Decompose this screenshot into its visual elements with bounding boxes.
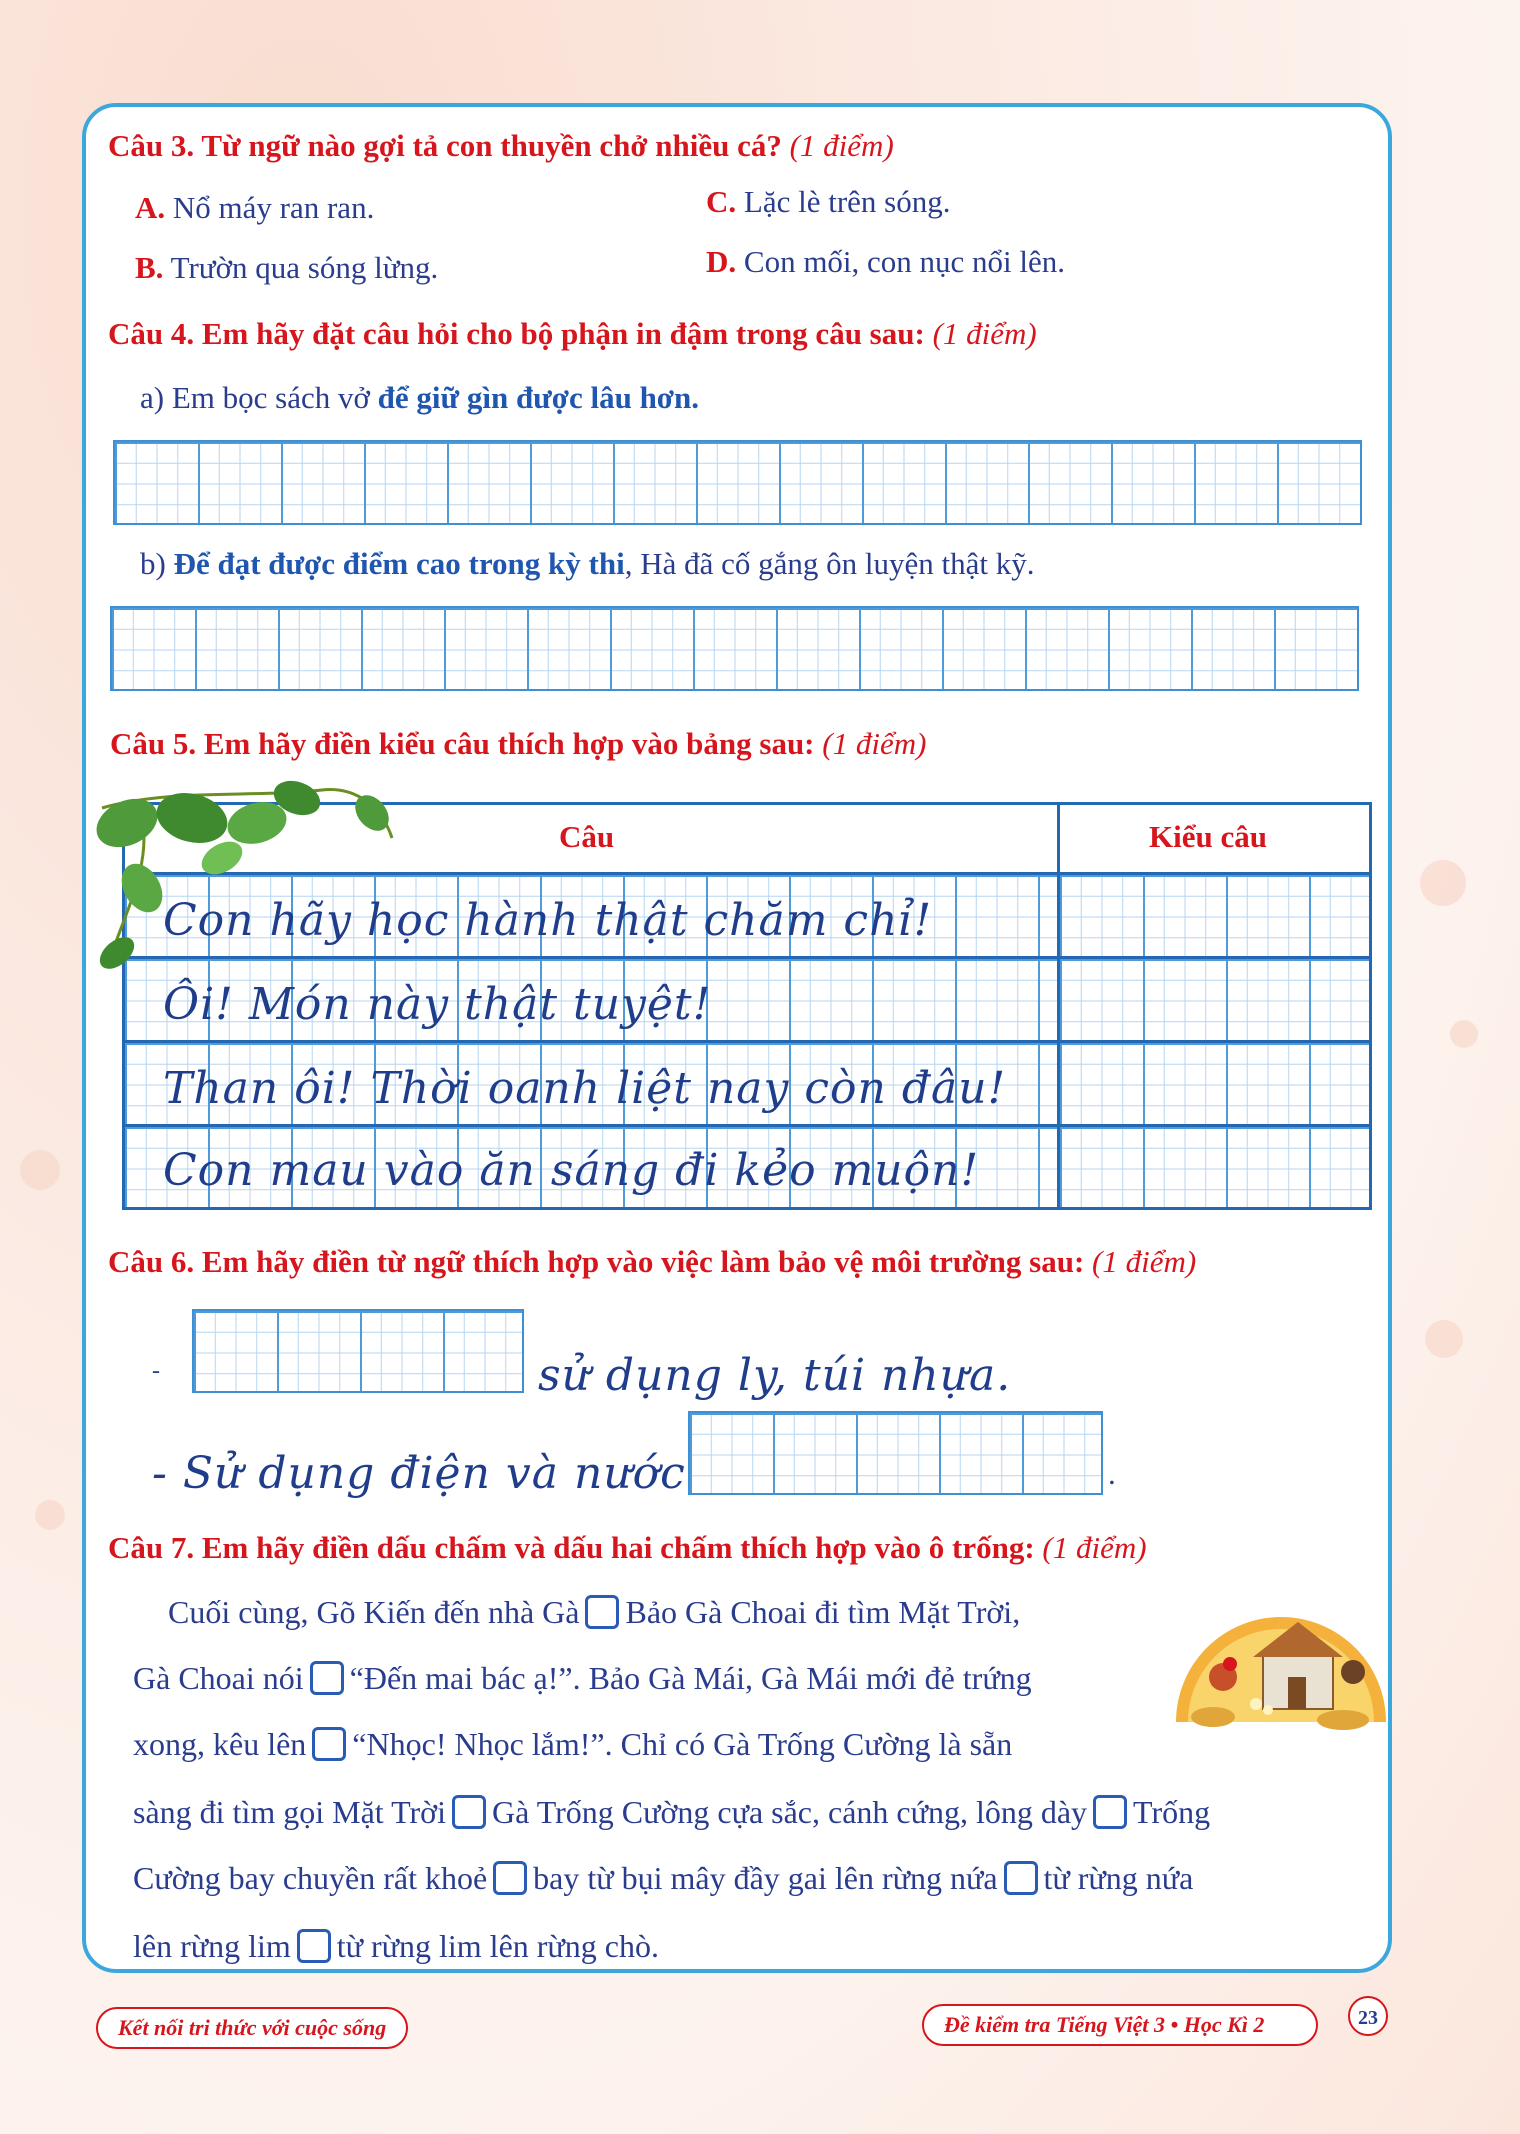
type-answer-cell[interactable] (1060, 875, 1369, 956)
question-7-title: Câu 7. Em hãy điền dấu chấm và dấu hai chấm thích hợp vào ô trống: (1 điểm) (108, 1530, 1147, 1565)
handwritten-text-6b: - Sử dụng điện và nước (152, 1448, 686, 1499)
page-number: 23 (1348, 1996, 1388, 2036)
paragraph-line: Cuối cùng, Gõ Kiến đến nhà Gà Bảo Gà Choai đi tìm Mặt Trời, (168, 1594, 1021, 1630)
footer-series-label: Kết nối tri thức với cuộc sống (96, 2007, 408, 2049)
punctuation-box[interactable] (297, 1929, 331, 1963)
question-5-title: Câu 5. Em hãy điền kiểu câu thích hợp vào bảng sau: (1 điểm) (110, 726, 927, 761)
handwritten-sentence: Con hãy học hành thật chăm chỉ! (163, 895, 933, 946)
punctuation-box[interactable] (1093, 1795, 1127, 1829)
punctuation-box[interactable] (310, 1661, 344, 1695)
answer-grid-6a[interactable] (192, 1309, 524, 1393)
question-3-title: Câu 3. Từ ngữ nào gợi tả con thuyền chở nhiều cá? (1 điểm) (108, 128, 894, 163)
question-4-title: Câu 4. Em hãy đặt câu hỏi cho bộ phận in đậm trong câu sau: (1 điểm) (108, 316, 1037, 351)
option-b: B. Trườn qua sóng lừng. (135, 250, 439, 285)
background-blot (35, 1500, 65, 1530)
option-c: C. Lặc lè trên sóng. (706, 184, 951, 219)
question-6-dash: - (152, 1358, 160, 1384)
leaves-illustration (82, 778, 412, 988)
question-4a: a) Em bọc sách vở để giữ gìn được lâu hơn. (140, 380, 699, 415)
paragraph-line: Gà Choai nói “Đến mai bác ạ!”. Bảo Gà Mái, Gà Mái mới đẻ trứng (133, 1660, 1032, 1696)
handwritten-sentence: Ôi! Món này thật tuyệt! (163, 979, 712, 1030)
footer-book-title: Đề kiểm tra Tiếng Việt 3 • Học Kì 2 (922, 2004, 1318, 2046)
header-sentence-type: Kiểu câu (1149, 819, 1267, 854)
option-d: D. Con mối, con nục nổi lên. (706, 244, 1066, 279)
answer-grid-4b[interactable] (110, 606, 1359, 691)
answer-grid-4a[interactable] (113, 440, 1362, 525)
background-blot (1425, 1320, 1463, 1358)
question-6-title: Câu 6. Em hãy điền từ ngữ thích hợp vào việc làm bảo vệ môi trường sau: (1 điểm) (108, 1244, 1197, 1279)
table-row (125, 1043, 1369, 1127)
background-blot (1450, 1020, 1478, 1048)
type-answer-cell[interactable] (1060, 1043, 1369, 1124)
table-row (125, 1127, 1369, 1207)
punctuation-box[interactable] (312, 1727, 346, 1761)
handwritten-sentence: Con mau vào ăn sáng đi kẻo muộn! (163, 1145, 980, 1196)
background-blot (1420, 860, 1466, 906)
handwritten-text-6a: sử dụng ly, túi nhựa. (538, 1350, 1012, 1401)
farm-illustration (1168, 1592, 1394, 1742)
type-answer-cell[interactable] (1060, 959, 1369, 1040)
question-4b: b) Để đạt được điểm cao trong kỳ thi, Hà đã cố gắng ôn luyện thật kỹ. (140, 546, 1035, 581)
type-answer-cell[interactable] (1060, 1127, 1369, 1207)
punctuation-box[interactable] (452, 1795, 486, 1829)
header-sentence: Câu (559, 819, 615, 854)
punctuation-box[interactable] (493, 1861, 527, 1895)
paragraph-line: sàng đi tìm gọi Mặt Trời Gà Trống Cường cựa sắc, cánh cứng, lông dày Trống (133, 1794, 1211, 1830)
answer-grid-6b[interactable] (688, 1411, 1103, 1495)
punctuation-box[interactable] (585, 1595, 619, 1629)
paragraph-line: lên rừng lim từ rừng lim lên rừng chò. (133, 1928, 659, 1964)
question-6-end: . (1108, 1456, 1116, 1491)
paragraph-line: Cường bay chuyền rất khoẻ bay từ bụi mây đầy gai lên rừng nứa từ rừng nứa (133, 1860, 1194, 1896)
option-a: A. Nổ máy ran ran. (135, 190, 375, 225)
background-blot (20, 1150, 60, 1190)
handwritten-sentence: Than ôi! Thời oanh liệt nay còn đâu! (163, 1063, 1007, 1114)
paragraph-line: xong, kêu lên “Nhọc! Nhọc lắm!”. Chỉ có Gà Trống Cường là sẵn (133, 1726, 1013, 1762)
punctuation-box[interactable] (1004, 1861, 1038, 1895)
